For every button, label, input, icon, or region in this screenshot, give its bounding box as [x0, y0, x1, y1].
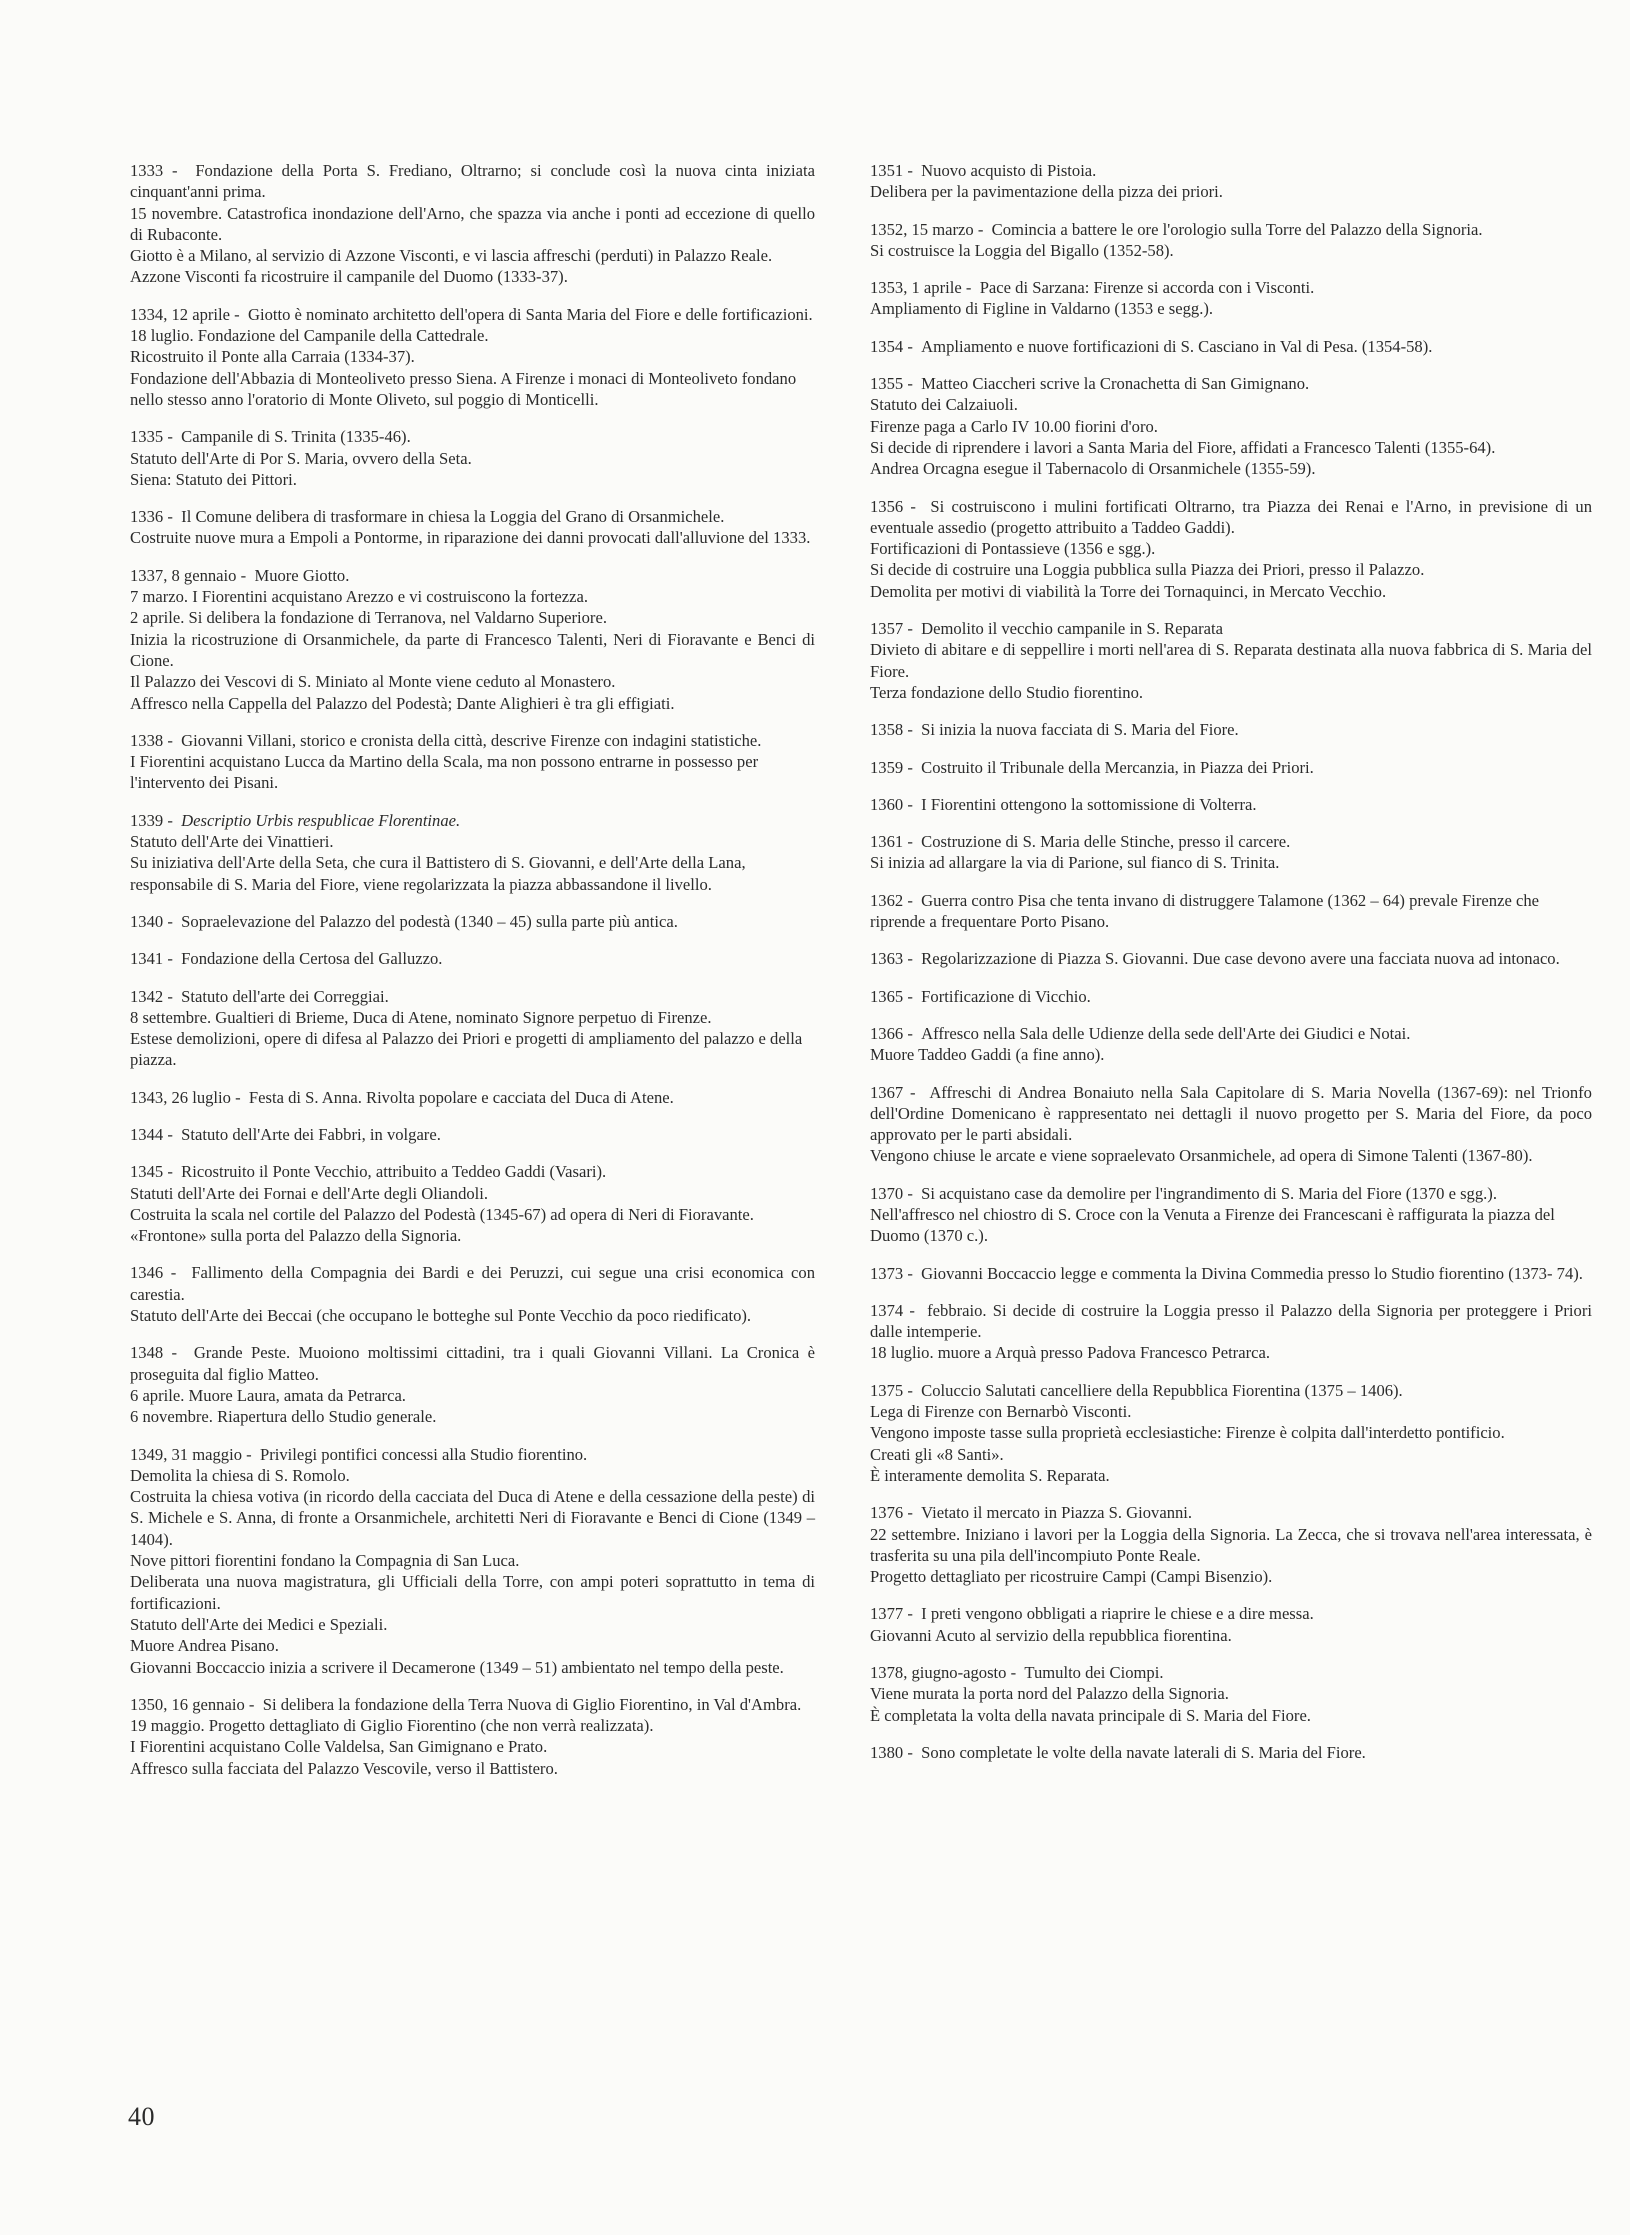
entry-date: 1357 -: [870, 619, 913, 639]
chronology-entry: [130, 304, 815, 410]
entry-text: Giovanni Boccaccio inizia a scrivere il Decamerone (1349 – 51) ambientato nel tempo della peste.: [130, 1657, 784, 1677]
entry-date: 1349, 31 maggio -: [130, 1444, 252, 1464]
entry-first-line: [870, 794, 1592, 815]
entry-text: Siena: Statuto dei Pittori.: [130, 469, 297, 489]
entry-text: Demolita per motivi di viabilità la Torre dei Tornaquinci, in Mercato Vecchio.: [870, 581, 1387, 601]
chronology-entry: [870, 719, 1592, 740]
entry-first-line: [130, 304, 815, 325]
entry-line: [130, 1486, 815, 1550]
entry-line: [870, 1683, 1592, 1704]
entry-date: 1377 -: [870, 1604, 913, 1624]
entry-first-line: [130, 1694, 815, 1715]
entry-text: Progetto dettagliato per ricostruire Campi (Campi Bisenzio).: [870, 1567, 1273, 1587]
entry-text: Costruite nuove mura a Empoli a Pontorme, in riparazione dei danni provocati dall'alluvione del 1333.: [130, 528, 811, 548]
entry-first-line: [130, 986, 815, 1007]
entry-date: 1376 -: [870, 1503, 913, 1523]
entry-line: [130, 607, 815, 628]
entry-date: 1336 -: [130, 507, 173, 527]
entry-line: [870, 394, 1592, 415]
entry-line: [870, 1444, 1592, 1465]
entry-first-line: [130, 810, 815, 831]
entry-line: [130, 245, 815, 266]
entry-date: 1378, giugno-agosto -: [870, 1663, 1017, 1683]
chronology-entry: [870, 831, 1592, 874]
chronology-entry: [870, 890, 1592, 933]
entry-text: Divieto di abitare e di seppellire i morti nell'area di S. Reparata destinata alla nuova fabbrica di S. Maria del Fiore.: [870, 640, 1592, 681]
entry-first-line: [870, 986, 1592, 1007]
entry-date: 1367 -: [870, 1082, 916, 1102]
entry-text: Estese demolizioni, opere di difesa al Palazzo dei Priori e progetti di ampliamento del palazzo e della piazza.: [130, 1029, 803, 1070]
entry-text: Affresco sulla facciata del Palazzo Vescovile, verso il Battistero.: [130, 1758, 558, 1778]
entry-text: 18 luglio. Fondazione del Campanile della Cattedrale.: [130, 326, 489, 346]
entry-first-line: [870, 1603, 1592, 1624]
chronology-entry: [130, 565, 815, 714]
chronology-entry: [870, 219, 1592, 262]
entry-date: 1334, 12 aprile -: [130, 304, 240, 324]
entry-text: Coluccio Salutati cancelliere della Repubblica Fiorentina (1375 – 1406).: [921, 1380, 1403, 1400]
entry-text: Fallimento della Compagnia dei Bardi e dei Peruzzi, cui segue una crisi economica con carestia.: [130, 1263, 816, 1304]
entry-text: Azzone Visconti fa ricostruire il campanile del Duomo (1333-37).: [130, 267, 568, 287]
entry-line: [130, 346, 815, 367]
entry-line: [130, 1465, 815, 1486]
chronology-entry: [870, 1263, 1592, 1284]
chronology-entry: [130, 911, 815, 932]
entry-line: [870, 1401, 1592, 1422]
entry-text: Statuto dell'Arte di Por S. Maria, ovvero della Seta.: [130, 448, 472, 468]
entry-text: Guerra contro Pisa che tenta invano di distruggere Talamone (1362 – 64) prevale Firenze che riprende a frequentare Porto Pisano.: [870, 890, 1539, 932]
chronology-entry: [130, 1124, 815, 1145]
entry-date: 1361 -: [870, 832, 913, 852]
entry-text: Terza fondazione dello Studio fiorentino.: [870, 682, 1144, 702]
entry-text: Si acquistano case da demolire per l'ingrandimento di S. Maria del Fiore (1370 e sgg.).: [921, 1183, 1497, 1203]
entry-text: 15 novembre. Catastrofica inondazione dell'Arno, che spazza via anche i ponti ad eccezione di quello di Rubaconte.: [130, 203, 815, 244]
entry-text: Lega di Firenze con Bernarbò Visconti.: [870, 1402, 1132, 1422]
entry-date: 1362 -: [870, 890, 913, 910]
entry-line: [870, 240, 1592, 261]
chronology-entry: [870, 160, 1592, 203]
chronology-entry: [130, 1694, 815, 1779]
chronology-entry: [130, 810, 815, 895]
entry-text: «Frontone» sulla porta del Palazzo della Signoria.: [130, 1226, 462, 1246]
entry-line: [130, 448, 815, 469]
entry-line: [130, 368, 815, 411]
entry-first-line: [870, 1263, 1592, 1284]
entry-line: [130, 1657, 815, 1678]
entry-first-line: [130, 1087, 815, 1108]
entry-line: [130, 1225, 815, 1246]
entry-text: Fortificazioni di Pontassieve (1356 e sgg.).: [870, 539, 1156, 559]
entry-date: 1366 -: [870, 1023, 913, 1043]
entry-text: Matteo Ciaccheri scrive la Cronachetta di San Gimignano.: [921, 374, 1310, 394]
chronology-entry: [870, 496, 1592, 602]
entry-text: Descriptio Urbis respublicae Florentinae.: [181, 810, 461, 830]
entry-text: Grande Peste. Muoiono moltissimi cittadini, tra i quali Giovanni Villani. La Cronica è proseguita dal figlio Matteo.: [130, 1343, 815, 1384]
entry-first-line: [870, 1183, 1592, 1204]
entry-text: 6 novembre. Riapertura dello Studio generale.: [130, 1407, 437, 1427]
entry-text: Demolito il vecchio campanile in S. Reparata: [921, 619, 1223, 639]
entry-text: 2 aprile. Si delibera la fondazione di Terranova, nel Valdarno Superiore.: [130, 608, 607, 628]
entry-first-line: [130, 948, 815, 969]
entry-line: [130, 469, 815, 490]
entry-line: [870, 298, 1592, 319]
entry-text: Delibera per la pavimentazione della pizza dei priori.: [870, 182, 1223, 202]
entry-date: 1346 -: [130, 1263, 177, 1283]
entry-text: Andrea Orcagna esegue il Tabernacolo di Orsanmichele (1355-59).: [870, 459, 1316, 479]
entry-line: [130, 1715, 815, 1736]
chronology-entry: [870, 1603, 1592, 1646]
entry-first-line: [870, 1742, 1592, 1763]
entry-line: [130, 1571, 815, 1614]
entry-date: 1355 -: [870, 374, 913, 394]
entry-text: Il Comune delibera di trasformare in chiesa la Loggia del Grano di Orsanmichele.: [181, 507, 725, 527]
entry-line: [130, 1736, 815, 1757]
entry-text: Giovanni Boccaccio legge e commenta la Divina Commedia presso lo Studio fiorentino (1373- 74).: [921, 1263, 1583, 1283]
entry-line: [130, 266, 815, 287]
entry-text: Regolarizzazione di Piazza S. Giovanni. Due case devono avere una facciata nuova ad intonaco.: [921, 949, 1560, 969]
entry-first-line: [130, 1262, 815, 1305]
entry-text: Statuto dell'arte dei Correggiai.: [181, 986, 389, 1006]
chronology-entry: [870, 373, 1592, 479]
entry-line: [870, 416, 1592, 437]
entry-text: 6 aprile. Muore Laura, amata da Petrarca.: [130, 1385, 406, 1405]
entry-line: [870, 538, 1592, 559]
chronology-entry: [130, 506, 815, 549]
entry-first-line: [870, 1502, 1592, 1523]
entry-line: [130, 831, 815, 852]
entry-date: 1360 -: [870, 794, 913, 814]
entry-text: Statuto dell'Arte dei Medici e Speziali.: [130, 1614, 388, 1634]
entry-line: [130, 586, 815, 607]
entry-text: Viene murata la porta nord del Palazzo della Signoria.: [870, 1684, 1229, 1704]
entry-line: [130, 1028, 815, 1071]
entry-line: [130, 1550, 815, 1571]
entry-text: Su iniziativa dell'Arte della Seta, che cura il Battistero di S. Giovanni, e dell'Arte della Lana, responsabile di S. Maria del Fiore, viene regolarizzata la piazza abbassandone il livello.: [130, 853, 746, 894]
chronology-entry: [870, 986, 1592, 1007]
entry-text: I preti vengono obbligati a riaprire le chiese e a dire messa.: [921, 1604, 1314, 1624]
entry-line: [870, 1204, 1592, 1247]
entry-first-line: [870, 336, 1592, 357]
entry-date: 1337, 8 gennaio -: [130, 565, 247, 585]
entry-text: Statuto dell'Arte dei Beccai (che occupano le botteghe sul Ponte Vecchio da poco riedificato).: [130, 1306, 752, 1326]
page-number: 40: [128, 2102, 155, 2131]
chronology-entry: [870, 1662, 1592, 1726]
entry-line: [870, 1524, 1592, 1567]
entry-text: Ricostruito il Ponte alla Carraia (1334-37).: [130, 347, 415, 367]
entry-first-line: [130, 730, 815, 751]
entry-date: 1350, 16 gennaio -: [130, 1694, 255, 1714]
entry-date: 1365 -: [870, 986, 913, 1006]
entry-text: Statuto dell'Arte dei Vinattieri.: [130, 832, 334, 852]
entry-line: [870, 639, 1592, 682]
entry-first-line: [130, 1444, 815, 1465]
entry-line: [130, 1385, 815, 1406]
entry-text: I Fiorentini ottengono la sottomissione di Volterra.: [921, 794, 1257, 814]
entry-text: Demolita la chiesa di S. Romolo.: [130, 1465, 350, 1485]
entry-first-line: [870, 719, 1592, 740]
entry-date: 1353, 1 aprile -: [870, 278, 972, 298]
chronology-entry: [870, 1082, 1592, 1167]
chronology-entry: [870, 277, 1592, 320]
entry-line: [870, 1342, 1592, 1363]
entry-text: Statuto dell'Arte dei Fabbri, in volgare.: [181, 1124, 441, 1144]
entry-date: 1351 -: [870, 161, 913, 180]
entry-text: Nove pittori fiorentini fondano la Compagnia di San Luca.: [130, 1551, 520, 1571]
entry-date: 1359 -: [870, 757, 913, 777]
entry-line: [130, 1007, 815, 1028]
entry-first-line: [870, 890, 1592, 933]
entry-text: È completata la volta della navata principale di S. Maria del Fiore.: [870, 1705, 1311, 1725]
entry-line: [870, 1625, 1592, 1646]
entry-line: [130, 751, 815, 794]
entry-line: [130, 852, 815, 895]
entry-line: [130, 527, 815, 548]
entry-line: [870, 1145, 1592, 1166]
entry-line: [130, 325, 815, 346]
entry-first-line: [870, 1082, 1592, 1146]
entry-first-line: [870, 1662, 1592, 1683]
entry-line: [870, 1044, 1592, 1065]
entry-date: 1363 -: [870, 949, 913, 969]
chronology-entry: [130, 986, 815, 1071]
entry-first-line: [130, 1124, 815, 1145]
entry-line: [870, 1422, 1592, 1443]
entry-text: Muore Taddeo Gaddi (a fine anno).: [870, 1045, 1105, 1065]
entry-text: Costruzione di S. Maria delle Stinche, presso il carcere.: [921, 832, 1291, 852]
entry-date: 1370 -: [870, 1183, 913, 1203]
entry-date: 1354 -: [870, 336, 913, 356]
entry-text: Giotto è a Milano, al servizio di Azzone Visconti, e vi lascia affreschi (perduti) in Palazzo Reale.: [130, 246, 773, 266]
chronology-entry: [870, 336, 1592, 357]
entry-line: [130, 203, 815, 246]
left-column: [130, 160, 815, 1795]
entry-text: È interamente demolita S. Reparata.: [870, 1465, 1110, 1485]
chronology-entry: [870, 1183, 1592, 1247]
entry-text: Deliberata una nuova magistratura, gli Ufficiali della Torre, con ampi poteri soprattutto in tema di fortificazioni.: [130, 1572, 815, 1613]
entry-text: Affresco nella Sala delle Udienze della sede dell'Arte dei Giudici e Notai.: [921, 1023, 1411, 1043]
entry-first-line: [870, 618, 1592, 639]
entry-text: Firenze paga a Carlo IV 10.00 fiorini d'oro.: [870, 416, 1158, 436]
chronology-entry: [130, 426, 815, 490]
entry-line: [870, 458, 1592, 479]
entry-line: [870, 437, 1592, 458]
entry-first-line: [130, 506, 815, 527]
entry-text: Creati gli «8 Santi».: [870, 1444, 1004, 1464]
entry-text: Statuti dell'Arte dei Fornai e dell'Arte degli Oliandoli.: [130, 1183, 489, 1203]
entry-line: [130, 1614, 815, 1635]
entry-text: 22 settembre. Iniziano i lavori per la Loggia della Signoria. La Zecca, che si trovava nell'area interessata, è trasferita su una pila dell'incompiuto Ponte Reale.: [870, 1524, 1592, 1565]
entry-text: Fondazione della Porta S. Frediano, Oltrarno; si conclude così la nuova cinta iniziata cinquant'anni prima.: [130, 161, 815, 202]
entry-first-line: [870, 160, 1592, 181]
entry-date: 1339 -: [130, 810, 173, 830]
entry-date: 1343, 26 luglio -: [130, 1087, 241, 1107]
entry-text: Si decide di riprendere i lavori a Santa Maria del Fiore, affidati a Francesco Talenti (1355-64).: [870, 437, 1496, 457]
entry-first-line: [870, 496, 1592, 539]
entry-line: [870, 181, 1592, 202]
entry-date: 1380 -: [870, 1742, 913, 1762]
entry-text: Si costruiscono i mulini fortificati Oltrarno, tra Piazza dei Renai e l'Arno, in previsione di un eventuale assedio (progetto attribuito a Taddeo Gaddi).: [870, 496, 1592, 537]
chronology-entry: [870, 1502, 1592, 1587]
chronology-entry: [870, 757, 1592, 778]
entry-date: 1340 -: [130, 911, 173, 931]
entry-text: Costruito il Tribunale della Mercanzia, in Piazza dei Priori.: [921, 757, 1314, 777]
entry-text: Si delibera la fondazione della Terra Nuova di Giglio Fiorentino, in Val d'Ambra.: [262, 1694, 802, 1714]
chronology-entry: [130, 1161, 815, 1246]
chronology-entry: [130, 1087, 815, 1108]
entry-date: 1375 -: [870, 1380, 913, 1400]
entry-line: [130, 629, 815, 672]
entry-first-line: [130, 911, 815, 932]
entry-line: [130, 1758, 815, 1779]
entry-line: [130, 1183, 815, 1204]
chronology-entry: [870, 1380, 1592, 1486]
entry-first-line: [870, 948, 1592, 969]
entry-text: 18 luglio. muore a Arquà presso Padova Francesco Petrarca.: [870, 1343, 1270, 1363]
chronology-entry: [130, 1444, 815, 1678]
entry-first-line: [870, 1023, 1592, 1044]
entry-line: [870, 682, 1592, 703]
entry-date: 1341 -: [130, 949, 173, 969]
entry-text: Pace di Sarzana: Firenze si accorda con i Visconti.: [979, 278, 1315, 298]
entry-first-line: [870, 1380, 1592, 1401]
entry-date: 1348 -: [130, 1343, 178, 1363]
entry-text: Ampliamento e nuove fortificazioni di S. Casciano in Val di Pesa. (1354-58).: [921, 336, 1433, 356]
entry-text: Sopraelevazione del Palazzo del podestà (1340 – 45) sulla parte più antica.: [181, 911, 678, 931]
entry-first-line: [130, 160, 815, 203]
chronology-entry: [870, 1023, 1592, 1066]
entry-text: Fondazione dell'Abbazia di Monteoliveto presso Siena. A Firenze i monaci di Monteoliveto fondano nello stesso anno l'oratorio di Monte Oliveto, sul poggio di Monticelli.: [130, 368, 797, 409]
entry-line: [870, 581, 1592, 602]
entry-date: 1345 -: [130, 1162, 173, 1182]
entry-text: Fondazione della Certosa del Galluzzo.: [181, 949, 443, 969]
entry-text: I Fiorentini acquistano Colle Valdelsa, San Gimignano e Prato.: [130, 1737, 548, 1757]
entry-line: [870, 559, 1592, 580]
chronology-entry: [870, 618, 1592, 703]
entry-text: Tumulto dei Ciompi.: [1024, 1663, 1164, 1683]
entry-text: Ricostruito il Ponte Vecchio, attribuito a Teddeo Gaddi (Vasari).: [181, 1162, 607, 1182]
entry-first-line: [130, 565, 815, 586]
entry-first-line: [870, 277, 1592, 298]
right-column: [870, 160, 1592, 1779]
entry-text: Vengono imposte tasse sulla proprietà ecclesiastiche: Firenze è colpita dall'interdetto pontificio.: [870, 1423, 1505, 1443]
entry-text: Comincia a battere le ore l'orologio sulla Torre del Palazzo della Signoria.: [991, 219, 1483, 239]
entry-text: 8 settembre. Gualtieri di Brieme, Duca di Atene, nominato Signore perpetuo di Firenze.: [130, 1007, 712, 1027]
entry-line: [870, 852, 1592, 873]
entry-first-line: [130, 426, 815, 447]
entry-text: Ampliamento di Figline in Valdarno (1353 e segg.).: [870, 299, 1214, 319]
entry-text: Giovanni Villani, storico e cronista della città, descrive Firenze con indagini statistiche.: [181, 730, 762, 750]
entry-first-line: [130, 1161, 815, 1182]
entry-date: 1335 -: [130, 427, 173, 447]
entry-date: 1344 -: [130, 1124, 173, 1144]
entry-date: 1338 -: [130, 730, 173, 750]
entry-text: Nell'affresco nel chiostro di S. Croce con la Venuta a Firenze dei Francescani è raffigurata la piazza del Duomo (1370 c.).: [870, 1204, 1555, 1246]
entry-text: Fortificazione di Vicchio.: [921, 986, 1091, 1006]
entry-text: febbraio. Si decide di costruire la Loggia presso il Palazzo della Signoria per proteggere i Priori dalle intemperie.: [870, 1300, 1592, 1342]
entry-text: Vengono chiuse le arcate e viene sopraelevato Orsanmichele, ad opera di Simone Talenti (1367-80).: [870, 1146, 1533, 1166]
entry-text: Il Palazzo dei Vescovi di S. Miniato al Monte viene ceduto al Monastero.: [130, 672, 616, 692]
chronology-entry: [130, 730, 815, 794]
chronology-entry: [130, 160, 815, 288]
entry-first-line: [870, 757, 1592, 778]
chronology-entry: [130, 948, 815, 969]
entry-date: 1342 -: [130, 986, 173, 1006]
chronology-entry: [870, 948, 1592, 969]
chronology-entry: [870, 1742, 1592, 1763]
entry-text: Si inizia ad allargare la via di Parione, sul fianco di S. Trinita.: [870, 853, 1280, 873]
chronology-entry: [870, 1300, 1592, 1364]
entry-line: [130, 1406, 815, 1427]
entry-line: [870, 1566, 1592, 1587]
entry-text: Si costruisce la Loggia del Bigallo (1352-58).: [870, 240, 1174, 260]
entry-text: Inizia la ricostruzione di Orsanmichele, da parte di Francesco Talenti, Neri di Fioravante e Benci di Cione.: [130, 629, 815, 670]
entry-text: 19 maggio. Progetto dettagliato di Giglio Fiorentino (che non verrà realizzata).: [130, 1716, 654, 1736]
entry-text: I Fiorentini acquistano Lucca da Martino della Scala, ma non possono entrarne in possesso per l'intervento dei Pisani.: [130, 752, 759, 793]
entry-text: Muore Andrea Pisano.: [130, 1636, 279, 1656]
entry-text: Campanile di S. Trinita (1335-46).: [181, 427, 411, 447]
entry-text: Affreschi di Andrea Bonaiuto nella Sala Capitolare di S. Maria Novella (1367-69): nel Trionfo dell'Ordine Domenicano è rappresentato nei dettagli il nuovo progetto per S. Maria del Fiore, da poco approvato per le parti absidali.: [870, 1082, 1592, 1145]
entry-first-line: [870, 219, 1592, 240]
entry-date: 1373 -: [870, 1263, 913, 1283]
entry-text: Giovanni Acuto al servizio della repubblica fiorentina.: [870, 1625, 1232, 1645]
entry-date: 1374 -: [870, 1300, 915, 1320]
entry-line: [870, 1465, 1592, 1486]
entry-line: [130, 1204, 815, 1225]
entry-line: [130, 1305, 815, 1326]
entry-line: [870, 1705, 1592, 1726]
entry-date: 1356 -: [870, 496, 916, 516]
entry-text: Costruita la chiesa votiva (in ricordo della cacciata del Duca di Atene e della cessazione della peste) di S. Michele e S. Anna, di fronte a Orsanmichele, architetti Neri di Fioravante e Benci di Cione (1349 – 1404).: [130, 1487, 815, 1549]
chronology-entry: [870, 794, 1592, 815]
entry-first-line: [130, 1342, 815, 1385]
entry-date: 1358 -: [870, 720, 913, 740]
entry-line: [130, 1635, 815, 1656]
entry-date: 1352, 15 marzo -: [870, 219, 984, 239]
entry-text: Vietato il mercato in Piazza S. Giovanni.: [921, 1503, 1193, 1523]
entry-text: Affresco nella Cappella del Palazzo del Podestà; Dante Alighieri è tra gli effigiati.: [130, 693, 675, 713]
entry-text: Muore Giotto.: [254, 565, 350, 585]
entry-line: [130, 671, 815, 692]
entry-text: 7 marzo. I Fiorentini acquistano Arezzo e vi costruiscono la fortezza.: [130, 587, 589, 607]
entry-line: [130, 693, 815, 714]
entry-text: Statuto dei Calzaiuoli.: [870, 395, 1018, 415]
entry-date: 1333 -: [130, 161, 178, 180]
entry-text: Nuovo acquisto di Pistoia.: [921, 161, 1097, 180]
entry-text: Privilegi pontifici concessi alla Studio fiorentino.: [259, 1444, 588, 1464]
entry-text: Sono completate le volte della navate laterali di S. Maria del Fiore.: [921, 1742, 1366, 1762]
chronology-entry: [130, 1342, 815, 1427]
entry-text: Si inizia la nuova facciata di S. Maria del Fiore.: [921, 720, 1239, 740]
chronology-entry: [130, 1262, 815, 1326]
entry-text: Si decide di costruire una Loggia pubblica sulla Piazza dei Priori, presso il Palazzo.: [870, 560, 1425, 580]
entry-first-line: [870, 1300, 1592, 1343]
entry-first-line: [870, 373, 1592, 394]
entry-text: Giotto è nominato architetto dell'opera di Santa Maria del Fiore e delle fortificazioni.: [247, 304, 813, 324]
entry-text: Costruita la scala nel cortile del Palazzo del Podestà (1345-67) ad opera di Neri di Fioravante.: [130, 1204, 754, 1224]
entry-first-line: [870, 831, 1592, 852]
entry-text: Festa di S. Anna. Rivolta popolare e cacciata del Duca di Atene.: [248, 1087, 674, 1107]
